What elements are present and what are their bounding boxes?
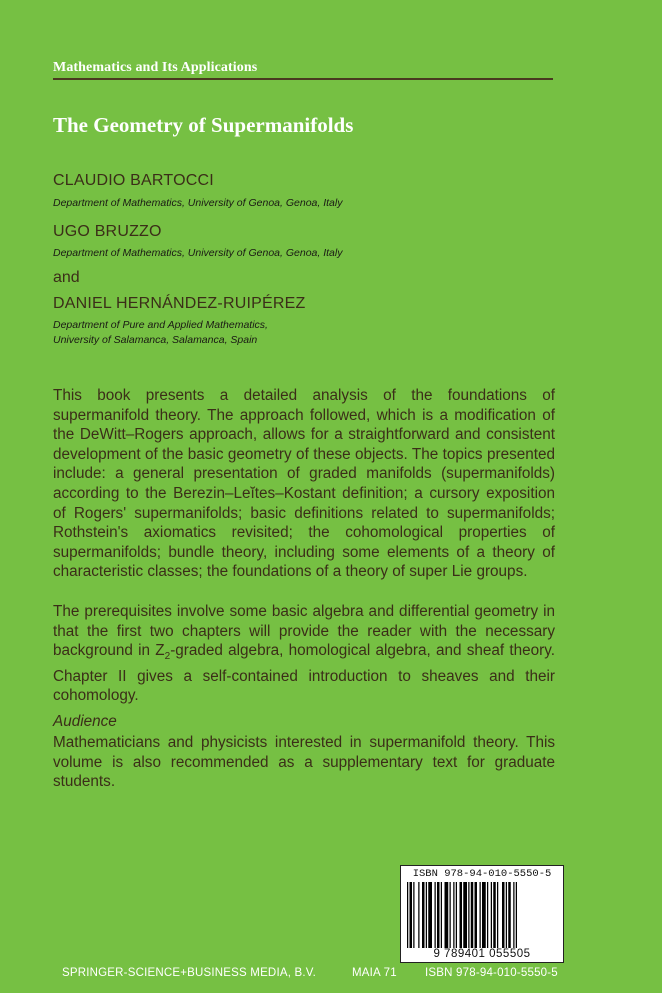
barcode-bar <box>453 882 454 950</box>
description-paragraph: This book presents a detailed analysis of the foundations of supermanifold theory. The approach followed, which is a modification of the DeWitt–Rogers approach, allows for a straightforward and consistent development of the basic geometry of these objects. The topics presented include: a general presentation of graded manifolds (supermanifolds) according to the Berezin–Leĭtes–Kostant definition; a cursory exposition of Rogers' supermanifolds; basic definitions related to supermanifolds; Rothstein's axiomatics revisited; the cohomological properties of supermanifolds; bundle theory, including some elements of a theory of characteristic classes; the foundations of a theory of super Lie groups. <box>53 387 555 581</box>
barcode-bar <box>508 882 511 950</box>
barcode-bar <box>506 882 507 950</box>
conjunction: and <box>53 269 80 286</box>
footer-series-code: MAIA 71 <box>352 967 397 979</box>
description-paragraph <box>53 602 555 706</box>
barcode-bar <box>410 882 413 950</box>
barcode-bar <box>456 882 457 950</box>
author-name: CLAUDIO BARTOCCI <box>53 172 214 189</box>
barcode-bar <box>413 882 414 950</box>
barcode-digits: 9 789401 055505 <box>401 948 563 961</box>
barcode-bar <box>471 882 474 950</box>
footer-publisher: SPRINGER-SCIENCE+BUSINESS MEDIA, B.V. <box>62 967 316 979</box>
footer-isbn: ISBN 978-94-010-5550-5 <box>425 967 558 979</box>
author-affiliation: Department of Mathematics, University of Genoa, Genoa, Italy <box>53 197 343 209</box>
header-rule <box>53 78 553 80</box>
z-symbol: Z <box>155 642 165 660</box>
audience-text: Mathematicians and physicists interested in supermanifold theory. This volume is also recommended as a supplementary text for graduate students. <box>53 734 555 791</box>
barcode-bar <box>460 882 463 950</box>
author-name: UGO BRUZZO <box>53 223 162 240</box>
barcode-bar <box>516 882 517 950</box>
barcode-bar <box>428 882 432 950</box>
barcode-bar <box>475 882 478 950</box>
z-subscript: 2 <box>164 651 171 663</box>
barcode-bar <box>445 882 449 950</box>
barcode-bar <box>426 882 427 950</box>
paragraph-text: -graded algebra, homological algebra, and sheaf theory. Chapter II gives a self-contained introduction to sheaves and their cohomology. <box>53 642 555 705</box>
barcode-bar <box>480 882 481 950</box>
barcode <box>400 865 564 963</box>
affiliation-line: University of Salamanca, Salamanca, Spain <box>53 334 258 346</box>
audience-heading: Audience <box>53 713 117 730</box>
author-affiliation: Department of Mathematics, University of Genoa, Genoa, Italy <box>53 247 343 259</box>
barcode-bar <box>463 882 467 950</box>
barcode-bar <box>437 882 440 950</box>
barcode-bar <box>418 882 419 950</box>
book-title: The Geometry of Supermanifolds <box>53 113 354 137</box>
barcode-bar <box>435 882 436 950</box>
barcode-bar <box>422 882 425 950</box>
author-name: DANIEL HERNÁNDEZ-RUIPÉREZ <box>53 295 306 312</box>
barcode-bar <box>513 882 514 950</box>
barcode-bars <box>407 882 557 950</box>
barcode-bar <box>493 882 496 950</box>
barcode-bar <box>502 882 505 950</box>
barcode-isbn: ISBN 978-94-010-5550-5 <box>412 868 552 880</box>
author-affiliation <box>53 318 268 348</box>
barcode-bar <box>482 882 486 950</box>
barcode-bar <box>491 882 492 950</box>
barcode-bar <box>441 882 442 950</box>
barcode-bar <box>497 882 498 950</box>
barcode-bar <box>468 882 469 950</box>
barcode-bar <box>450 882 451 950</box>
affiliation-line: Department of Pure and Applied Mathematics, <box>53 319 268 331</box>
barcode-bar <box>407 882 408 950</box>
barcode-bar <box>487 882 488 950</box>
paragraph-text: The prerequisites involve some basic algebra and differential geometry in that the first two chapters will provide the reader with the necessary background in <box>53 603 555 660</box>
series-title: Mathematics and Its Applications <box>53 60 258 75</box>
